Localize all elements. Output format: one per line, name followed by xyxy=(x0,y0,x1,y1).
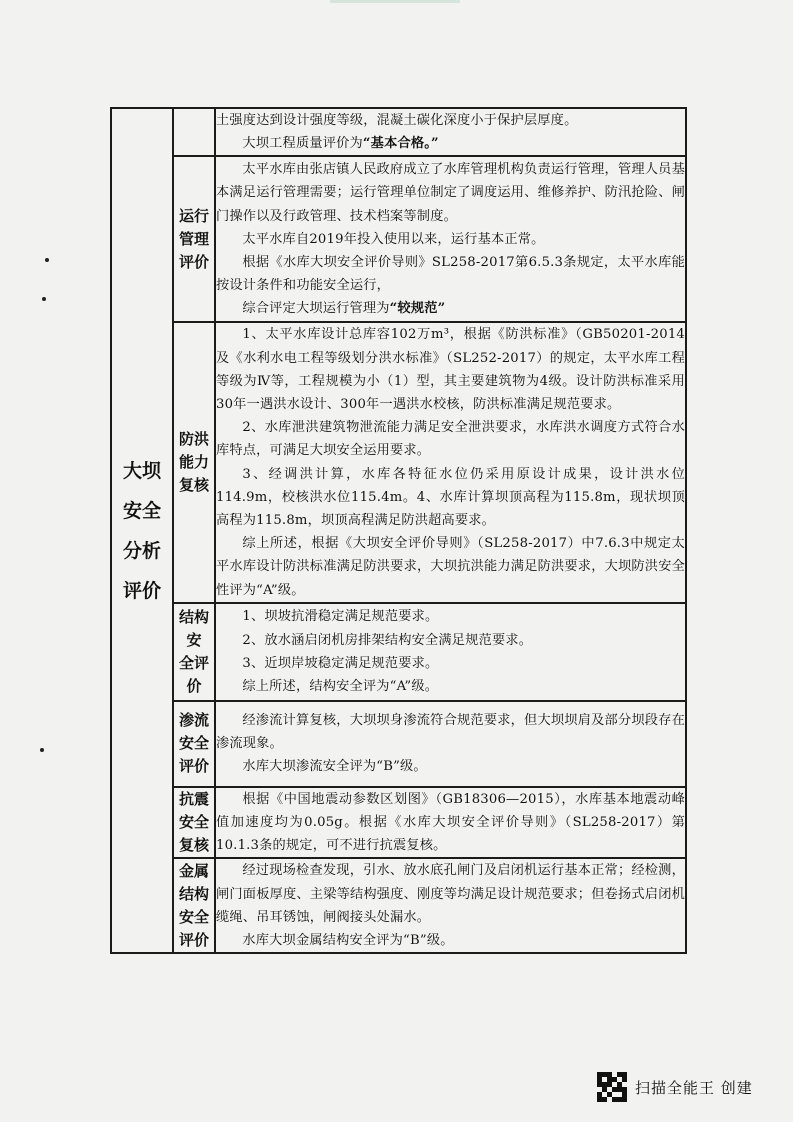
row-label-line: 复核 xyxy=(178,836,209,855)
main-section-label xyxy=(111,108,173,953)
scan-speck xyxy=(45,258,49,262)
camscanner-watermark xyxy=(597,1070,753,1104)
row-label xyxy=(173,322,215,602)
content-paragraph xyxy=(216,416,685,462)
content-paragraph xyxy=(216,463,685,533)
table-row xyxy=(111,156,686,322)
row-label xyxy=(173,787,215,859)
paragraph-text: 1、太平水库设计总库容102万m³，根据《防洪标准》（GB50201-2014及《水利水电工程等级划分洪水标准》（SL252-2017）的规定，太平水库工程等级为Ⅳ等，工程规模为小（1）型，其主要建筑物为4级。设计防洪标准采用30年一遇洪水设计、300年一遇洪水校核，防洪标准满足规范要求。 xyxy=(216,327,685,413)
content-paragraph xyxy=(216,652,685,675)
row-label xyxy=(173,108,215,156)
paragraph-text: 1、坝坡抗滑稳定满足规范要求。 xyxy=(242,609,439,625)
content-paragraph xyxy=(216,709,685,755)
content-paragraph xyxy=(216,323,685,416)
row-label-line: 运行 xyxy=(178,206,209,225)
content-paragraph xyxy=(216,297,685,320)
dam-safety-evaluation-table xyxy=(110,107,687,954)
qr-code-icon xyxy=(597,1072,627,1102)
row-content xyxy=(215,108,686,156)
row-label-line: 能力 xyxy=(178,453,209,472)
content-paragraph xyxy=(216,755,685,778)
paragraph-text: 大坝工程质量评价为 xyxy=(242,136,363,152)
content-paragraph xyxy=(216,228,685,251)
main-label-line: 评价 xyxy=(122,579,161,602)
row-content xyxy=(215,322,686,602)
row-label-line: 结构 xyxy=(178,884,209,903)
row-label-line: 安全 xyxy=(178,907,209,926)
table-row xyxy=(111,701,686,787)
table-row xyxy=(111,322,686,602)
content-paragraph xyxy=(216,675,685,698)
content-paragraph xyxy=(216,929,685,952)
table-row xyxy=(111,603,686,701)
row-content xyxy=(215,156,686,322)
watermark-text: 扫描全能王 创建 xyxy=(635,1078,753,1097)
row-label-line: 金属 xyxy=(178,861,209,880)
table-row xyxy=(111,858,686,953)
paragraph-text: 3、经调洪计算，水库各特征水位仍采用原设计成果，设计洪水位114.9m，校核洪水位115.4m。4、水库计算坝顶高程为115.8m，现状坝顶高程为115.8m，坝顶高程满足防洪超高要求。 xyxy=(216,466,685,529)
content-paragraph xyxy=(216,859,685,929)
paragraph-text: 土强度达到设计强度等级，混凝土碳化深度小于保护层厚度。 xyxy=(216,113,578,128)
row-label-line: 防洪 xyxy=(178,430,209,449)
content-paragraph xyxy=(216,158,685,228)
paragraph-text: 经渗流计算复核，大坝坝身渗流符合规范要求，但大坝坝肩及部分坝段存在渗流现象。 xyxy=(216,713,685,752)
main-label-line: 安全 xyxy=(122,499,161,522)
main-label-line: 大坝 xyxy=(122,459,161,482)
table-row xyxy=(111,108,686,156)
row-label-line: 抗震 xyxy=(178,790,209,809)
row-label xyxy=(173,858,215,953)
row-label xyxy=(173,156,215,322)
row-label xyxy=(173,701,215,787)
paragraph-text: 综合评定大坝运行管理为 xyxy=(242,301,390,317)
scan-speck xyxy=(42,297,46,301)
evaluation-result: “基本合格。” xyxy=(362,136,439,152)
row-label-line: 复核 xyxy=(178,476,209,495)
paragraph-text: 根据《中国地震动参数区划图》（GB18306—2015），水库基本地震动峰值加速度均为0.05g。根据《水库大坝安全评价导则》（SL258-2017）第10.1.3条的规定，可不进行抗震复核。 xyxy=(216,791,685,854)
paragraph-text: 根据《水库大坝安全评价导则》SL258-2017第6.5.3条规定，太平水库能按设计条件和功能安全运行， xyxy=(216,255,685,294)
row-label-line: 渗流 xyxy=(178,711,209,730)
paragraph-text: 综上所述，结构安全评为“A”级。 xyxy=(242,679,439,695)
evaluation-result: “较规范” xyxy=(389,301,446,317)
scan-speck xyxy=(40,748,44,752)
content-paragraph xyxy=(216,788,685,858)
row-label-line: 安全 xyxy=(178,734,209,753)
content-paragraph xyxy=(216,605,685,628)
content-paragraph xyxy=(216,629,685,652)
paragraph-text: 综上所述，根据《大坝安全评价导则》（SL258-2017）中7.6.3中规定太平水库设计防洪标准满足防洪要求，大坝抗洪能力满足防洪要求，大坝防洪安全性评为“A”级。 xyxy=(216,536,685,598)
row-content xyxy=(215,858,686,953)
content-paragraph xyxy=(216,251,685,297)
paragraph-text: 太平水库由张店镇人民政府成立了水库管理机构负责运行管理，管理人员基本满足运行管理需要；运行管理单位制定了调度运用、维修养护、防汛抢险、闸门操作以及行政管理、技术档案等制度。 xyxy=(216,162,685,224)
row-content xyxy=(215,787,686,859)
row-label-line: 评价 xyxy=(178,757,209,776)
main-label-line: 分析 xyxy=(122,539,161,562)
paragraph-text: 经过现场检查发现，引水、放水底孔闸门及启闭机运行基本正常；经检测，闸门面板厚度、主梁等结构强度、刚度等均满足设计规范要求；但卷扬式启闭机缆绳、吊耳锈蚀，闸阀接头处漏水。 xyxy=(216,863,685,925)
paragraph-text: 太平水库自2019年投入使用以来，运行基本正常。 xyxy=(242,231,545,247)
content-paragraph xyxy=(216,109,685,132)
row-label xyxy=(173,603,215,701)
row-label-line: 安全 xyxy=(178,813,209,832)
paragraph-text: 3、近坝岸坡稳定满足规范要求。 xyxy=(242,655,439,671)
row-content xyxy=(215,603,686,701)
row-label-line: 全评价 xyxy=(178,653,209,695)
content-paragraph xyxy=(216,532,685,602)
paragraph-text: 水库大坝金属结构安全评为“B”级。 xyxy=(242,933,454,949)
row-label-line: 评价 xyxy=(178,252,209,271)
scan-edge-mark xyxy=(330,0,460,3)
row-label-line: 评价 xyxy=(178,930,209,949)
table-row xyxy=(111,787,686,859)
row-label-line: 管理 xyxy=(178,229,209,248)
paragraph-text: 2、水库泄洪建筑物泄流能力满足安全泄洪要求，水库洪水调度方式符合水库特点，可满足大坝安全运用要求。 xyxy=(216,420,685,459)
row-label-line: 结构安 xyxy=(178,607,209,649)
paragraph-text: 水库大坝渗流安全评为“B”级。 xyxy=(242,759,427,775)
paragraph-text: 2、放水涵启闭机房排架结构安全满足规范要求。 xyxy=(242,632,533,648)
row-content xyxy=(215,701,686,787)
content-paragraph xyxy=(216,132,685,155)
